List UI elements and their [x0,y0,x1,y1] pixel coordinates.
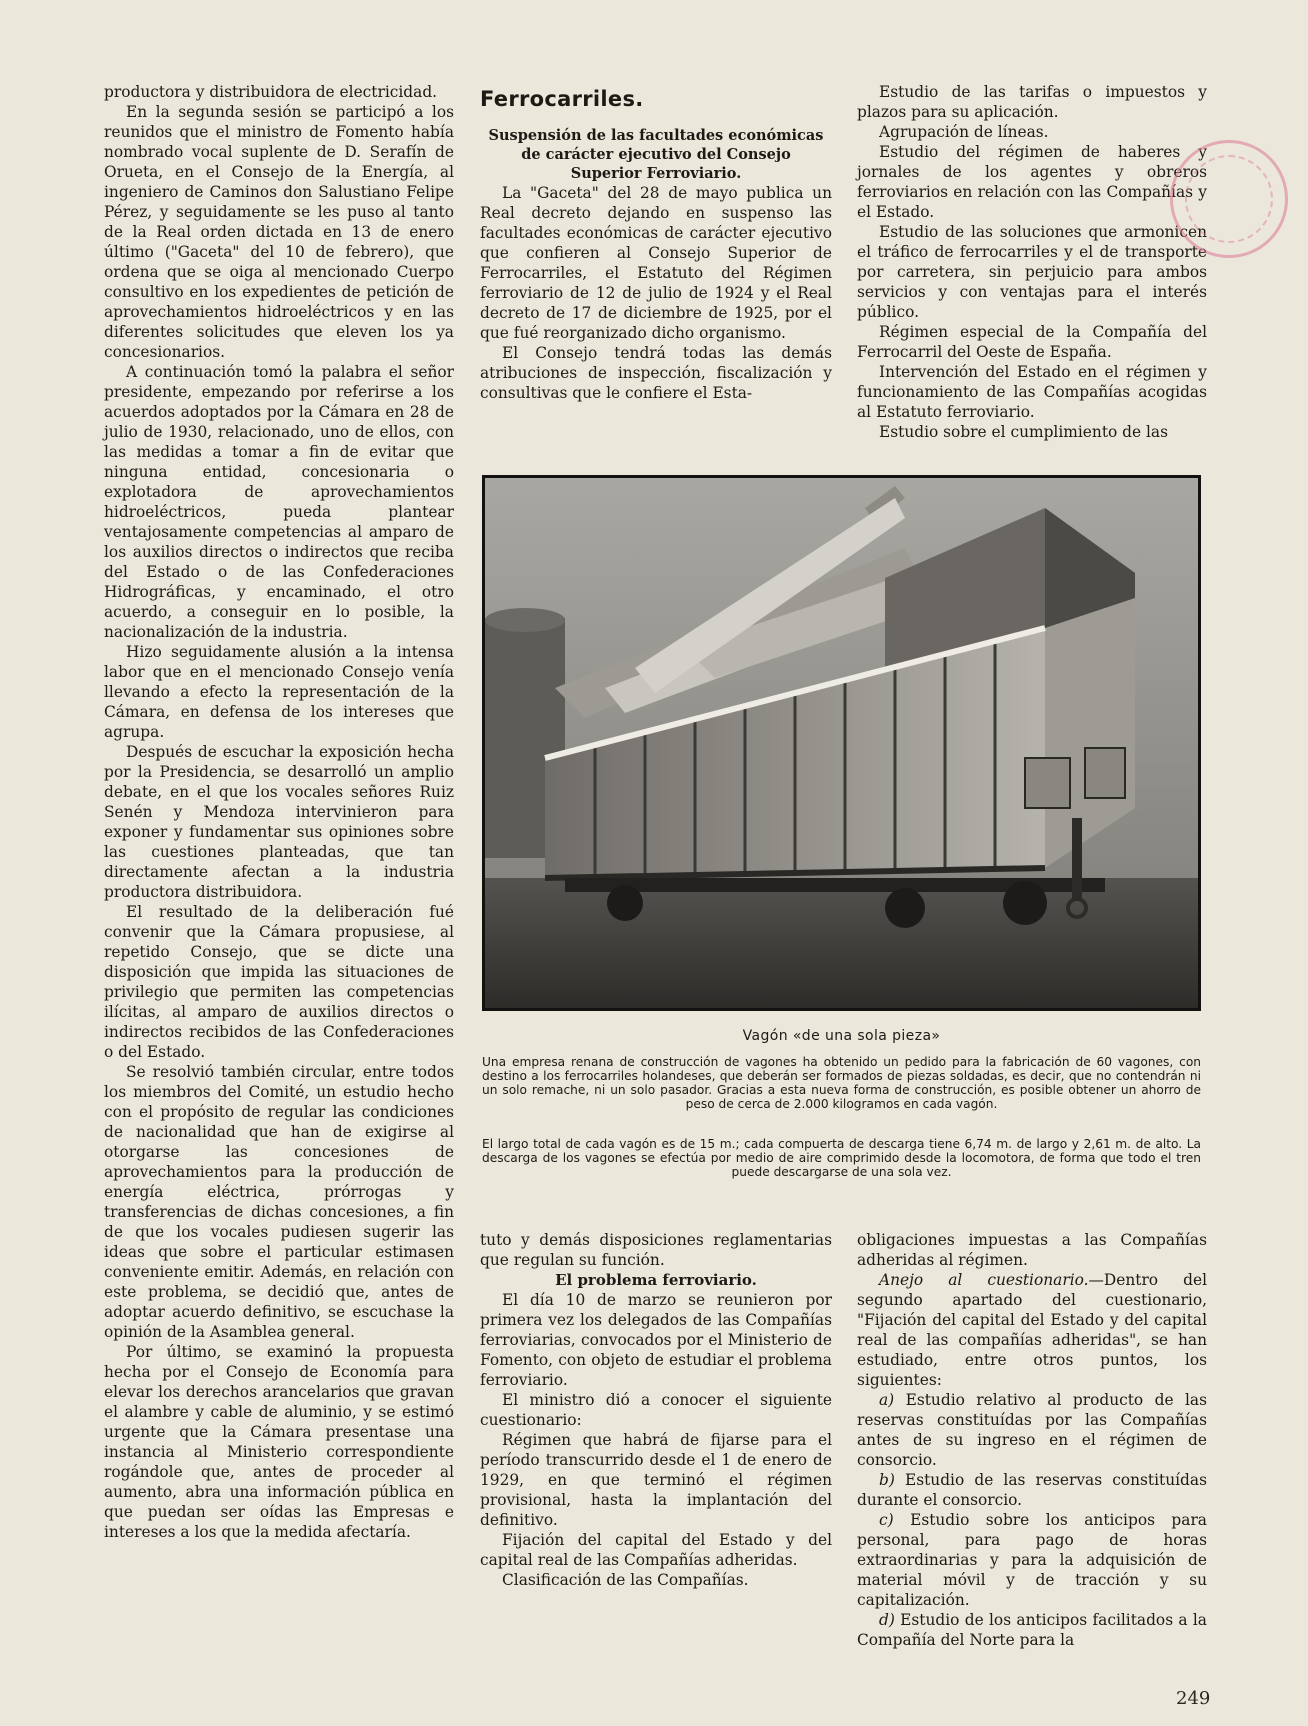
anejo-label: Anejo al cuestionario. [879,1271,1089,1289]
paragraph: obligaciones impuestas a las Compañías adheridas al régimen. [857,1231,1207,1269]
list-text: Estudio de las reservas constituídas durante el consorcio. [857,1471,1207,1509]
paragraph: La "Gaceta" del 28 de mayo publica un Real decreto dejando en suspenso las facultades económicas de carácter ejecutivo que confieren al Consejo Superior de Ferrocarriles, el Estatuto del Régimen ferroviario de 12 de julio de 1924 y el Real decreto de 17 de diciembre de 1925, por el que fué reorganizado dicho organismo. [480,184,832,342]
middle-bottom-column [480,1230,832,1590]
section-title: Ferrocarriles. [480,87,644,111]
list-item [857,1390,1207,1470]
paragraph: El Consejo tendrá todas las demás atribuciones de inspección, fiscalización y consultivas que le confiere el Esta- [480,344,832,402]
paragraph: En la segunda sesión se participó a los reunidos que el ministro de Fomento había nombrado vocal suplente de D. Serafín de Orueta, en el Consejo de la Energía, al ingeniero de Caminos don Salustiano Felipe Pérez, y seguidamente se les puso al tanto de la Real orden dictada en 13 de enero último ("Gaceta" del 10 de febrero), que ordena que se oiga al mencionado Cuerpo consultivo en los expedientes de petición de aprovechamientos hidroeléctricos y en las diferentes solicitudes que eleven los ya concesionarios. [104,103,454,361]
list-letter: b) [879,1471,895,1489]
paragraph: Estudio de las tarifas o impuestos y plazos para su aplicación. [857,83,1207,121]
paragraph: Intervención del Estado en el régimen y funcionamiento de las Compañías acogidas al Estatuto ferroviario. [857,363,1207,421]
paragraph: tuto y demás disposiciones reglamentarias que regulan su función. [480,1231,832,1269]
paragraph: productora y distribuidora de electricidad. [104,83,438,101]
paragraph: Se resolvió también circular, entre todos los miembros del Comité, un estudio hecho con el propósito de regular las condiciones de nacionalidad que han de exigirse al otorgarse las concesiones de aprovechamientos para la producción de energía eléctrica, prórrogas y transferencias de dichas concesiones, a fin de que los vocales pudiesen sugerir las ideas que sobre el particular estimasen conveniente emitir. Además, en relación con este problema, se decidió que, antes de adoptar acuerdo definitivo, se escuchase la opinión de la Asamblea general. [104,1063,454,1341]
list-letter: c) [879,1511,894,1529]
subheading: El problema ferroviario. [555,1271,757,1289]
anejo-paragraph [857,1270,1207,1390]
list-letter: d) [879,1611,895,1629]
list-item [857,1470,1207,1510]
subheading: Suspensión de las facultades económicas de carácter ejecutivo del Consejo Superior Ferroviario. [488,127,824,182]
paragraph: Estudio del régimen de haberes y jornales de los agentes y obreros ferroviarios en relación con las Compañías y el Estado. [857,143,1207,221]
paragraph: Fijación del capital del Estado y del capital real de las Compañías adheridas. [480,1531,832,1569]
paragraph: Estudio de las soluciones que armonicen el tráfico de ferrocarriles y el de transporte por carretera, sin perjuicio para ambos servicios y con ventajas para el interés público. [857,223,1207,321]
paragraph: A continuación tomó la palabra el señor presidente, empezando por referirse a los acuerdos adoptados por la Cámara en 28 de julio de 1930, relacionado, uno de ellos, con las medidas a tomar a fin de evitar que ninguna entidad, concesionaria o explotadora de aprovechamientos hidroeléctricos, pueda plantear ventajosamente competencias al amparo de los auxilios directos o indirectos que reciba del Estado o de las Confederaciones Hidrográficas, y encaminado, el otro acuerdo, a conseguir en lo posible, la nacionalización de la industria. [104,363,454,641]
list-item [857,1510,1207,1610]
paragraph: Hizo seguidamente alusión a la intensa labor que en el mencionado Consejo venía llevando a efecto la representación de la Cámara, en defensa de los intereses que agrupa. [104,643,454,741]
paragraph: Régimen especial de la Compañía del Ferrocarril del Oeste de España. [857,323,1207,361]
list-letter: a) [879,1391,895,1409]
page-number: 249 [1176,1688,1211,1709]
middle-top-column [480,82,832,403]
paragraph: Estudio sobre el cumplimiento de las [879,423,1169,441]
paragraph: El resultado de la deliberación fué convenir que la Cámara propusiese, al repetido Consejo, que se dicte una disposición que impida las situaciones de privilegio que permiten las competencias ilícitas, al amparo de auxilios directos o indirectos recibidos de las Confederaciones o del Estado. [104,903,454,1061]
anejo-text: —Dentro del segundo apartado del cuestionario, "Fijación del capital del Estado y del capital real de las compañías adheridas", se han estudiado, entre otros puntos, los siguientes: [857,1271,1207,1389]
figure-caption-2: El largo total de cada vagón es de 15 m.; cada compuerta de descarga tiene 6,74 m. de largo y 2,61 m. de alto. La descarga de los vagones se efectúa por medio de aire comprimido desde la locomotora, de forma que todo el tren puede descargarse de una sola vez. [482,1137,1201,1179]
wagon-photo [482,475,1201,1011]
list-text: Estudio relativo al producto de las reservas constituídas por las Compañías antes de su ingreso en el régimen de consorcio. [857,1391,1207,1469]
list-item [857,1610,1207,1650]
paragraph: El ministro dió a conocer el siguiente cuestionario: [480,1391,832,1429]
paragraph: Clasificación de las Compañías. [502,1571,749,1589]
paragraph: Agrupación de líneas. [879,123,1049,141]
list-text: Estudio de los anticipos facilitados a la Compañía del Norte para la [857,1611,1207,1649]
list-text: Estudio sobre los anticipos para personal, para pago de horas extraordinarias y para la adquisición de material móvil y de tracción y su capitalización. [857,1511,1207,1609]
paragraph: Régimen que habrá de fijarse para el período transcurrido desde el 1 de enero de 1929, en que terminó el régimen provisional, hasta la implantación del definitivo. [480,1431,832,1529]
left-column [104,82,454,1542]
wagon-illustration [485,478,1198,1008]
paragraph: Por último, se examinó la propuesta hecha por el Consejo de Economía para elevar los derechos arancelarios que gravan el alambre y cable de aluminio, y se estimó urgente que la Cámara presentase una instancia al Ministerio correspondiente rogándole que, antes de proceder al aumento, abra una información pública en que puedan ser oídas las Empresas e intereses a los que la medida afectaría. [104,1343,454,1541]
library-stamp [1170,140,1288,258]
right-top-column [857,82,1207,442]
right-bottom-column [857,1230,1207,1650]
paragraph: El día 10 de marzo se reunieron por primera vez los delegados de las Compañías ferroviarias, convocados por el Ministerio de Fomento, con objeto de estudiar el problema ferroviario. [480,1291,832,1389]
paragraph: Después de escuchar la exposición hecha por la Presidencia, se desarrolló un amplio debate, en el que los vocales señores Ruiz Senén y Mendoza intervinieron para exponer y fundamentar sus opiniones sobre las cuestiones planteadas, que tan directamente afectan a la industria productora distribuidora. [104,743,454,901]
figure-caption: Una empresa renana de construcción de vagones ha obtenido un pedido para la fabricación de 60 vagones, con destino a los ferrocarriles holandeses, que deberán ser formados de piezas soldadas, es decir, que no contendrán ni un solo remache, ni un solo pasador. Gracias a esta nueva forma de construcción, es posible obtener un ahorro de peso de cerca de 2.000 kilogramos en cada vagón. [482,1055,1201,1111]
figure-title: Vagón «de una sola pieza» [742,1028,941,1044]
